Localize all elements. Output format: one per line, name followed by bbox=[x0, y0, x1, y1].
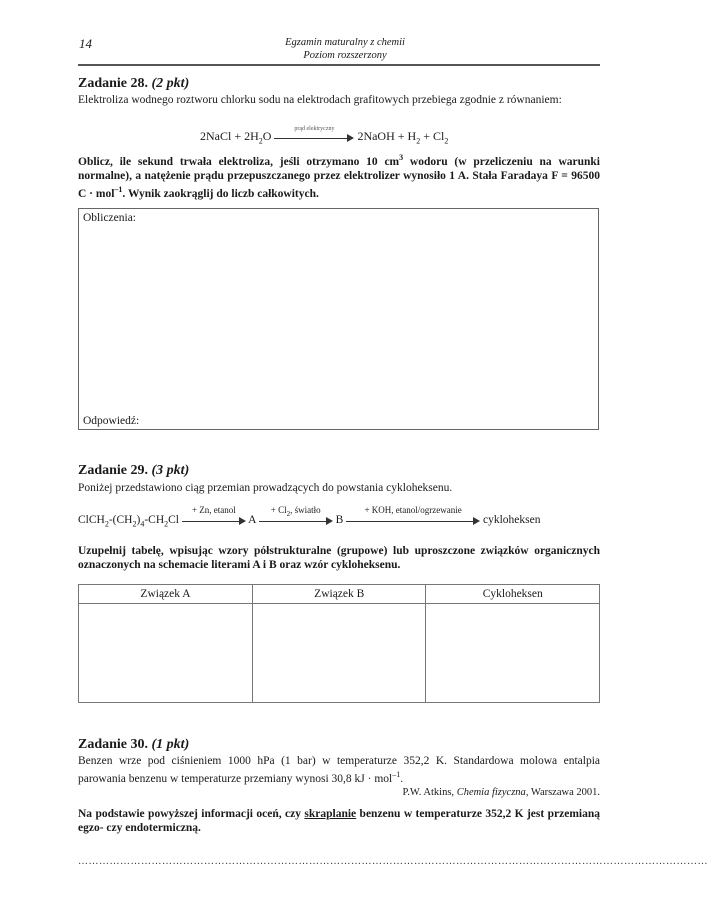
answer-cell-cyclohexene[interactable] bbox=[426, 604, 600, 703]
col-header-a: Związek A bbox=[79, 585, 253, 604]
eq-sub: 2 bbox=[258, 136, 263, 146]
eq-products: 2NaOH + H bbox=[357, 129, 417, 143]
text-part: Benzen wrze pod ciśnieniem 1000 hPa (1 bar) w temperaturze 352,2 K. Standardowa molowa entalpia parowania benzenu w temperaturze przemiany wynosi 30,8 kJ · mol bbox=[78, 755, 600, 785]
col-header-cyclohexene: Cykloheksen bbox=[426, 585, 600, 604]
scheme-sub: 2 bbox=[104, 519, 109, 529]
answer-table bbox=[78, 584, 600, 703]
question-part: wodoru (w przeliczeniu na warunki normalne), a natężenie prądu przepuszczanego przez elektrolizer wynosiło 1 A. Stała Faradaya F = 96500 C · mol bbox=[78, 155, 600, 200]
scheme-arrow-3 bbox=[346, 505, 480, 526]
electrolysis-equation bbox=[200, 126, 449, 146]
exam-title: Egzamin maturalny z chemii bbox=[285, 37, 405, 48]
arrow-condition: prąd elektryczny bbox=[294, 126, 335, 133]
question-part: Oblicz, ile sekund trwała elektroliza, jeśli otrzymano 10 cm bbox=[78, 155, 400, 168]
task-30-points: (1 pkt) bbox=[151, 737, 190, 752]
answer-cell-a[interactable] bbox=[79, 604, 253, 703]
scheme-text: -CH bbox=[144, 514, 165, 526]
question-part: . Wynik zaokrąglij do liczb całkowitych. bbox=[122, 187, 319, 200]
cond-sub: 2 bbox=[286, 510, 291, 519]
table-answer-row bbox=[79, 604, 600, 703]
scheme-arrow-2 bbox=[259, 505, 333, 526]
underlined-term: skraplanie bbox=[304, 808, 357, 820]
task-30-title bbox=[78, 737, 189, 753]
source-citation bbox=[78, 786, 600, 800]
cond-text: + Cl bbox=[270, 505, 287, 516]
instruction-part: Na podstawie powyższej informacji oceń, czy bbox=[78, 808, 305, 820]
eq-reactants: 2NaCl + 2H bbox=[200, 129, 259, 143]
running-header bbox=[230, 36, 460, 62]
arrow-3-condition: + KOH, etanol/ogrzewanie bbox=[364, 505, 462, 516]
cond-text: , światło bbox=[290, 505, 321, 516]
scheme-text: Cl bbox=[168, 514, 180, 526]
task-28-points: (2 pkt) bbox=[151, 76, 190, 91]
eq-sub: 2 bbox=[444, 136, 449, 146]
superscript: –1 bbox=[392, 770, 401, 779]
header-divider bbox=[78, 64, 600, 66]
instruction-part: benzenu w temperaturze 352,2 K jest przemianą egzo- czy endotermiczną. bbox=[78, 808, 600, 834]
compound-a-label: A bbox=[248, 514, 256, 526]
task-30-instruction bbox=[78, 807, 600, 835]
compound-b-label: B bbox=[335, 514, 344, 526]
eq-chlorine: + Cl bbox=[420, 129, 445, 143]
answer-label: Odpowiedź: bbox=[83, 415, 140, 427]
eq-oxygen: O bbox=[262, 129, 272, 143]
superscript: –1 bbox=[114, 184, 123, 194]
scheme-text: ) bbox=[136, 514, 141, 526]
scheme-sub: 2 bbox=[164, 519, 169, 529]
exam-level: Poziom rozszerzony bbox=[303, 50, 387, 61]
citation-author: P.W. Atkins, bbox=[402, 787, 457, 798]
page-number: 14 bbox=[79, 36, 92, 51]
arrow-1-condition: + Zn, etanol bbox=[191, 505, 236, 516]
task-29-points: (3 pkt) bbox=[151, 463, 190, 478]
task-29-label: Zadanie 29. bbox=[78, 463, 149, 478]
task-28-label: Zadanie 28. bbox=[78, 76, 149, 91]
superscript: 3 bbox=[399, 153, 404, 162]
task-28-title bbox=[78, 76, 189, 92]
scheme-text: -(CH bbox=[108, 514, 133, 526]
answer-line[interactable]: ……………………………………………………………………………………………………………………………………………………………… bbox=[78, 856, 708, 867]
task-28-intro: Elektroliza wodnego roztworu chlorku sodu na elektrodach grafitowych przebiega zgodnie z równaniem: bbox=[78, 94, 562, 106]
task-29-instruction: Uzupełnij tabelę, wpisując wzory półstrukturalne (grupowe) lub uproszczone związków organicznych oznaczonych na schemacie literami A i B oraz wzór cykloheksenu. bbox=[78, 545, 600, 571]
scheme-text: ClCH bbox=[78, 514, 105, 526]
scheme-arrow-1 bbox=[182, 505, 246, 526]
task-29-title bbox=[78, 463, 189, 479]
task-28-question bbox=[78, 151, 600, 201]
reaction-arrow bbox=[274, 126, 354, 143]
answer-cell-b[interactable] bbox=[253, 604, 426, 703]
scheme-sub: 4 bbox=[140, 519, 145, 529]
citation-place: , Warszawa 2001. bbox=[525, 787, 600, 798]
citation-title: Chemia fizyczna bbox=[456, 787, 526, 798]
col-header-b: Związek B bbox=[253, 585, 426, 604]
task-29-intro: Poniżej przedstawiono ciąg przemian prowadzących do powstania cykloheksenu. bbox=[78, 482, 453, 494]
scheme-sub: 2 bbox=[132, 519, 137, 529]
calculations-label: Obliczenia: bbox=[83, 212, 137, 224]
calculation-box[interactable] bbox=[78, 208, 599, 430]
text-part: . bbox=[400, 772, 404, 785]
table-header-row bbox=[79, 585, 600, 604]
arrow-2-condition bbox=[259, 505, 333, 518]
task-30-text bbox=[78, 754, 600, 786]
eq-sub: 2 bbox=[416, 136, 421, 146]
product-label: cykloheksen bbox=[482, 514, 541, 526]
task-30-label: Zadanie 30. bbox=[78, 737, 149, 752]
reaction-scheme bbox=[78, 505, 541, 529]
